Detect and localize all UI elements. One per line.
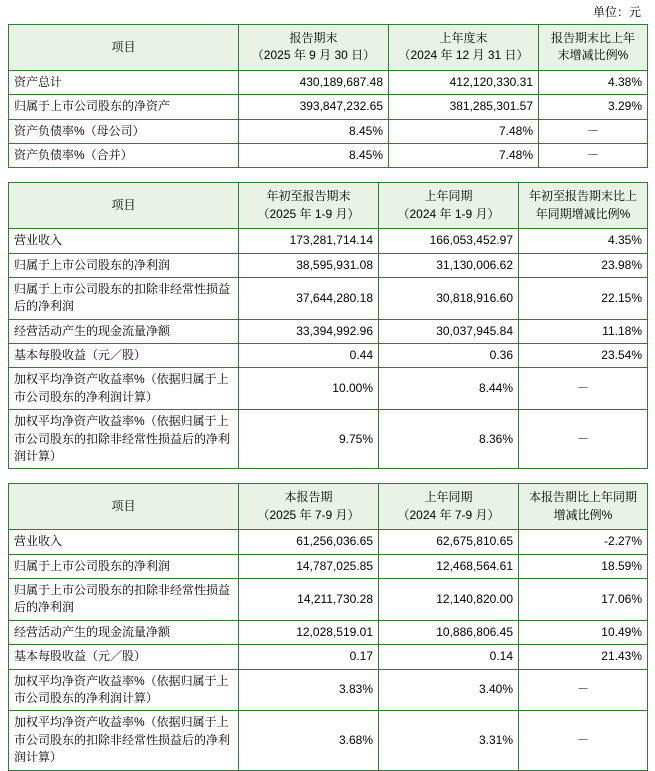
- row-value-current: 0.44: [239, 344, 379, 368]
- row-value-change: 21.43%: [519, 645, 648, 669]
- table-row: [9, 319, 648, 343]
- row-value-current: 173,281,714.14: [239, 229, 379, 253]
- q3-summary-table: [8, 483, 648, 770]
- row-value-current: 0.17: [239, 645, 379, 669]
- row-value-prior: 31,130,006.62: [379, 253, 519, 277]
- row-value-prior: 7.48%: [389, 143, 539, 167]
- row-value-current: 8.45%: [239, 119, 389, 143]
- row-value-prior: 62,675,810.65: [379, 530, 519, 554]
- table-row: [9, 578, 648, 620]
- row-value-prior: 0.14: [379, 645, 519, 669]
- row-label: 归属于上市公司股东的扣除非经常性损益后的净利润: [9, 578, 239, 620]
- row-value-current: 3.83%: [239, 669, 379, 711]
- table-row: [9, 530, 648, 554]
- row-value-change: 4.35%: [519, 229, 648, 253]
- row-label: 归属于上市公司股东的净利润: [9, 253, 239, 277]
- row-label: 加权平均净资产收益率%（依据归属于上市公司股东的净利润计算）: [9, 669, 239, 711]
- row-value-change: －: [519, 410, 648, 469]
- row-value-prior: 166,053,452.97: [379, 229, 519, 253]
- table-row: [9, 620, 648, 644]
- row-value-prior: 10,886,806.45: [379, 620, 519, 644]
- row-value-current: 14,211,730.28: [239, 578, 379, 620]
- column-header-change: 报告期末比上年 末增减比例%: [539, 25, 648, 71]
- column-header-prior-year-end: 上年度末 （2024 年 12 月 31 日）: [389, 25, 539, 71]
- table-row: [9, 711, 648, 770]
- row-value-prior: 12,468,564.61: [379, 554, 519, 578]
- column-header-prior-quarter: 上年同期 （2024 年 7-9 月）: [379, 484, 519, 530]
- column-header-ytd: 年初至报告期末 （2025 年 1-9 月）: [239, 183, 379, 229]
- column-header-prior-period: 上年同期 （2024 年 1-9 月）: [379, 183, 519, 229]
- table-row: [9, 368, 648, 410]
- row-label: 归属于上市公司股东的扣除非经常性损益后的净利润: [9, 277, 239, 319]
- row-value-current: 3.68%: [239, 711, 379, 770]
- row-value-prior: 3.31%: [379, 711, 519, 770]
- row-value-change: 4.38%: [539, 70, 648, 94]
- row-value-prior: 8.44%: [379, 368, 519, 410]
- row-value-change: -2.27%: [519, 530, 648, 554]
- table-row: [9, 70, 648, 94]
- row-label: 归属于上市公司股东的净利润: [9, 554, 239, 578]
- row-label: 经营活动产生的现金流量净额: [9, 620, 239, 644]
- table-row: [9, 410, 648, 469]
- row-value-current: 430,189,687.48: [239, 70, 389, 94]
- row-value-current: 38,595,931.08: [239, 253, 379, 277]
- column-header-item: 项目: [9, 484, 239, 530]
- row-label: 加权平均净资产收益率%（依据归属于上市公司股东的扣除非经常性损益后的净利润计算）: [9, 711, 239, 770]
- row-value-prior: 3.40%: [379, 669, 519, 711]
- row-label: 加权平均净资产收益率%（依据归属于上市公司股东的扣除非经常性损益后的净利润计算）: [9, 410, 239, 469]
- row-value-prior: 30,818,916.60: [379, 277, 519, 319]
- row-value-change: －: [539, 119, 648, 143]
- row-value-current: 33,394,992.96: [239, 319, 379, 343]
- row-value-prior: 7.48%: [389, 119, 539, 143]
- table-row: [9, 119, 648, 143]
- row-value-prior: 0.36: [379, 344, 519, 368]
- row-label: 营业收入: [9, 229, 239, 253]
- table-header-row: [9, 25, 648, 71]
- row-value-change: －: [539, 143, 648, 167]
- row-value-change: －: [519, 669, 648, 711]
- row-value-change: 17.06%: [519, 578, 648, 620]
- row-label: 归属于上市公司股东的净资产: [9, 95, 239, 119]
- row-label: 基本每股收益（元／股）: [9, 344, 239, 368]
- row-value-change: －: [519, 368, 648, 410]
- row-value-change: 22.15%: [519, 277, 648, 319]
- row-value-current: 14,787,025.85: [239, 554, 379, 578]
- row-value-change: 23.54%: [519, 344, 648, 368]
- row-label: 加权平均净资产收益率%（依据归属于上市公司股东的净利润计算）: [9, 368, 239, 410]
- row-value-prior: 412,120,330.31: [389, 70, 539, 94]
- unit-note: 单位：元: [592, 5, 641, 19]
- row-value-change: 10.49%: [519, 620, 648, 644]
- row-label: 营业收入: [9, 530, 239, 554]
- row-value-change: 3.29%: [539, 95, 648, 119]
- row-label: 资产负债率%（母公司）: [9, 119, 239, 143]
- row-value-current: 12,028,519.01: [239, 620, 379, 644]
- column-header-change: 本报告期比上年同期 增减比例%: [519, 484, 648, 530]
- table-row: [9, 95, 648, 119]
- ytd-summary-table: [8, 182, 648, 469]
- row-value-current: 393,847,232.65: [239, 95, 389, 119]
- row-value-change: －: [519, 711, 648, 770]
- row-label: 基本每股收益（元／股）: [9, 645, 239, 669]
- row-value-current: 61,256,036.65: [239, 530, 379, 554]
- row-value-current: 9.75%: [239, 410, 379, 469]
- row-value-current: 37,644,280.18: [239, 277, 379, 319]
- table-row: [9, 277, 648, 319]
- row-value-prior: 8.36%: [379, 410, 519, 469]
- table-row: [9, 669, 648, 711]
- row-label: 资产负债率%（合并）: [9, 143, 239, 167]
- table-row: [9, 344, 648, 368]
- row-value-prior: 12,140,820.00: [379, 578, 519, 620]
- column-header-current-quarter: 本报告期 （2025 年 7-9 月）: [239, 484, 379, 530]
- table-row: [9, 554, 648, 578]
- row-value-prior: 381,285,301.57: [389, 95, 539, 119]
- column-header-period-end: 报告期末 （2025 年 9 月 30 日）: [239, 25, 389, 71]
- row-label: 资产总计: [9, 70, 239, 94]
- column-header-item: 项目: [9, 183, 239, 229]
- row-value-change: 23.98%: [519, 253, 648, 277]
- row-value-current: 10.00%: [239, 368, 379, 410]
- table-row: [9, 229, 648, 253]
- balance-sheet-summary-table: [8, 24, 648, 168]
- column-header-item: 项目: [9, 25, 239, 71]
- row-label: 经营活动产生的现金流量净额: [9, 319, 239, 343]
- row-value-current: 8.45%: [239, 143, 389, 167]
- row-value-prior: 30,037,945.84: [379, 319, 519, 343]
- table-row: [9, 253, 648, 277]
- row-value-change: 11.18%: [519, 319, 648, 343]
- table-header-row: [9, 484, 648, 530]
- table-row: [9, 645, 648, 669]
- table-row: [9, 143, 648, 167]
- table-header-row: [9, 183, 648, 229]
- column-header-change: 年初至报告期末比上 年同期增减比例%: [519, 183, 648, 229]
- row-value-change: 18.59%: [519, 554, 648, 578]
